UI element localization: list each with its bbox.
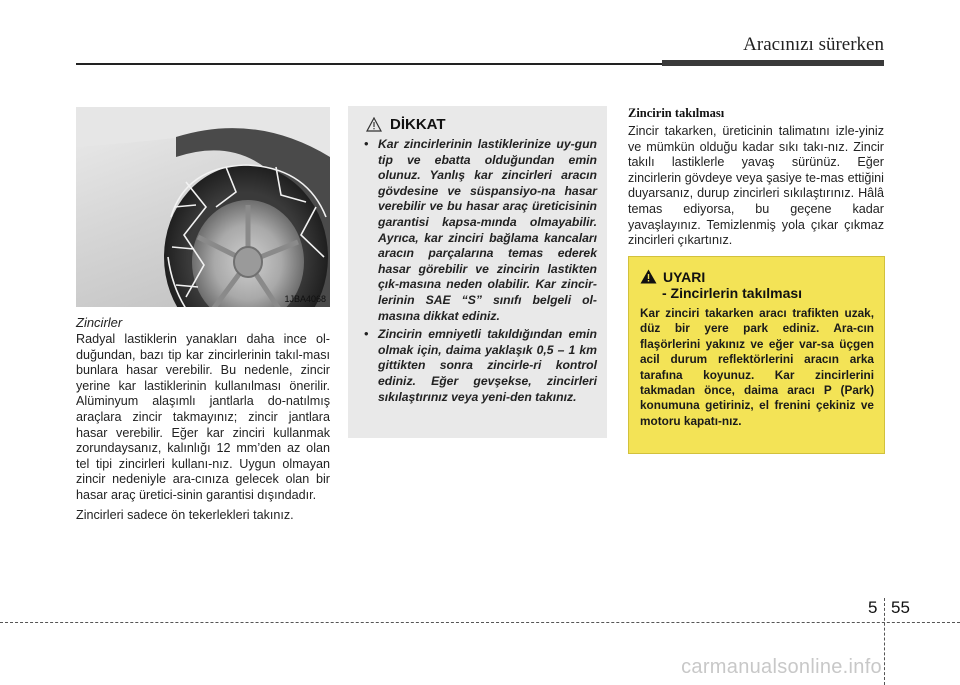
caution-box — [348, 106, 607, 438]
chains-paragraph-2: Zincirleri sadece ön tekerlekleri takınız. — [76, 507, 294, 522]
right-column — [628, 106, 884, 249]
warning-subtitle: - Zincirlerin takılması — [662, 285, 803, 301]
footer-divider — [884, 598, 885, 685]
warning-box — [628, 256, 885, 454]
chains-paragraph-1: Radyal lastiklerin yanakları daha ince ol-duğundan, bazı tip kar zincirlerinin takıl-ması bunlara hasar verebilir. Bu nedenle, zincir yerine kar lastiklerinin kullanılması önerilir. Alüminyum alaşımlı jantlarla do-natılmış araçlara zincir takmayınız; zincir jantlara hasar verebilir. Eğer kar zinciri kullanmak zorundaysanız, kalınlığı 12 mm’den az olan tel tipi zincirleri kullanı-nız. Uygun olmayan zincir nedeniyle ara-cınıza gelecek olan bir hasar araç üretici-sinin garantisi dışındadır. — [76, 332, 330, 502]
chain-installation-heading: Zincirin takılması — [628, 106, 725, 120]
caution-item: • Kar zincirlerinin lastiklerinize uy-gun tip ve ebatta olduğundan emin olunuz. Yanlış kar zincirleri aracın gövdesine ve süspansiyo-na hasar verebilir ve bu hasar araç üreticisinin garantisi kapsa-mında olmayabilir. Ayrıca, kar zinciri bağlama kancaları aracın parçalarına temas ederek hasar görebilir ve zincirin lastikten çık-masına neden olabilir. Kar zincir-lerinin SAE “S” sınıfı belgeli ol-masına dikkat ediniz. — [364, 137, 597, 323]
header-rule — [76, 63, 662, 65]
caution-title-row — [366, 116, 597, 133]
chains-heading: Zincirler — [76, 315, 123, 330]
tire-chain-illustration — [76, 107, 330, 307]
tire-chain-figure — [76, 107, 330, 307]
figure-code: 1JBA4068 — [284, 294, 326, 304]
footer-rule — [0, 622, 960, 623]
caution-list — [360, 137, 597, 405]
page-number: 55 — [891, 598, 910, 617]
header-rule-accent — [662, 60, 884, 66]
caution-title: DİKKAT — [390, 116, 446, 133]
warning-body: Kar zinciri takarken aracı trafikten uzak, düz bir yere park ediniz. Ara-cın flaşörlerini yakınız ve eğer var-sa üçgen acil durum reflektörlerini aracın arka tarafına koyunuz. Kar zincirlerini takmadan önce, daima aracı P (Park) konumuna getiriniz, el frenini çekiniz ve motoru kapatı-nız. — [640, 306, 874, 428]
warning-triangle-filled-icon — [640, 269, 657, 284]
chain-installation-paragraph: Zincir takarken, üreticinin talimatını izle-yiniz ve mümkün olduğu kadar sıkı takı-nız. Zincir takılı lastiklerle yavaş sürünüz. Eğer zincirlerin gövdeye veya şasiye te-mas ettiğini duyarsanız, durup zincirleri sıkılaştırınız. Hâlâ temas ediyorsa, bu geçene kadar yavaşlayınız. Temizlenmiş yola çıkar çıkmaz zincirleri çıkartınız. — [628, 124, 884, 248]
watermark: carmanualsonline.info — [681, 656, 882, 678]
warning-title-row — [640, 269, 874, 285]
caution-item: • Zincirin emniyetli takıldığından emin olmak için, daima yaklaşık 0,5 – 1 km gittikten sonra zincirle-ri kontrol ediniz. Eğer gevşekse, zincirleri sıkılaştırınız veya yeni-den takınız. — [364, 327, 597, 404]
running-header: Aracınızı sürerken — [743, 34, 884, 55]
warning-title: UYARI — [663, 269, 706, 285]
left-column — [76, 107, 330, 523]
section-number: 5 — [868, 598, 878, 617]
warning-triangle-icon — [366, 117, 382, 132]
